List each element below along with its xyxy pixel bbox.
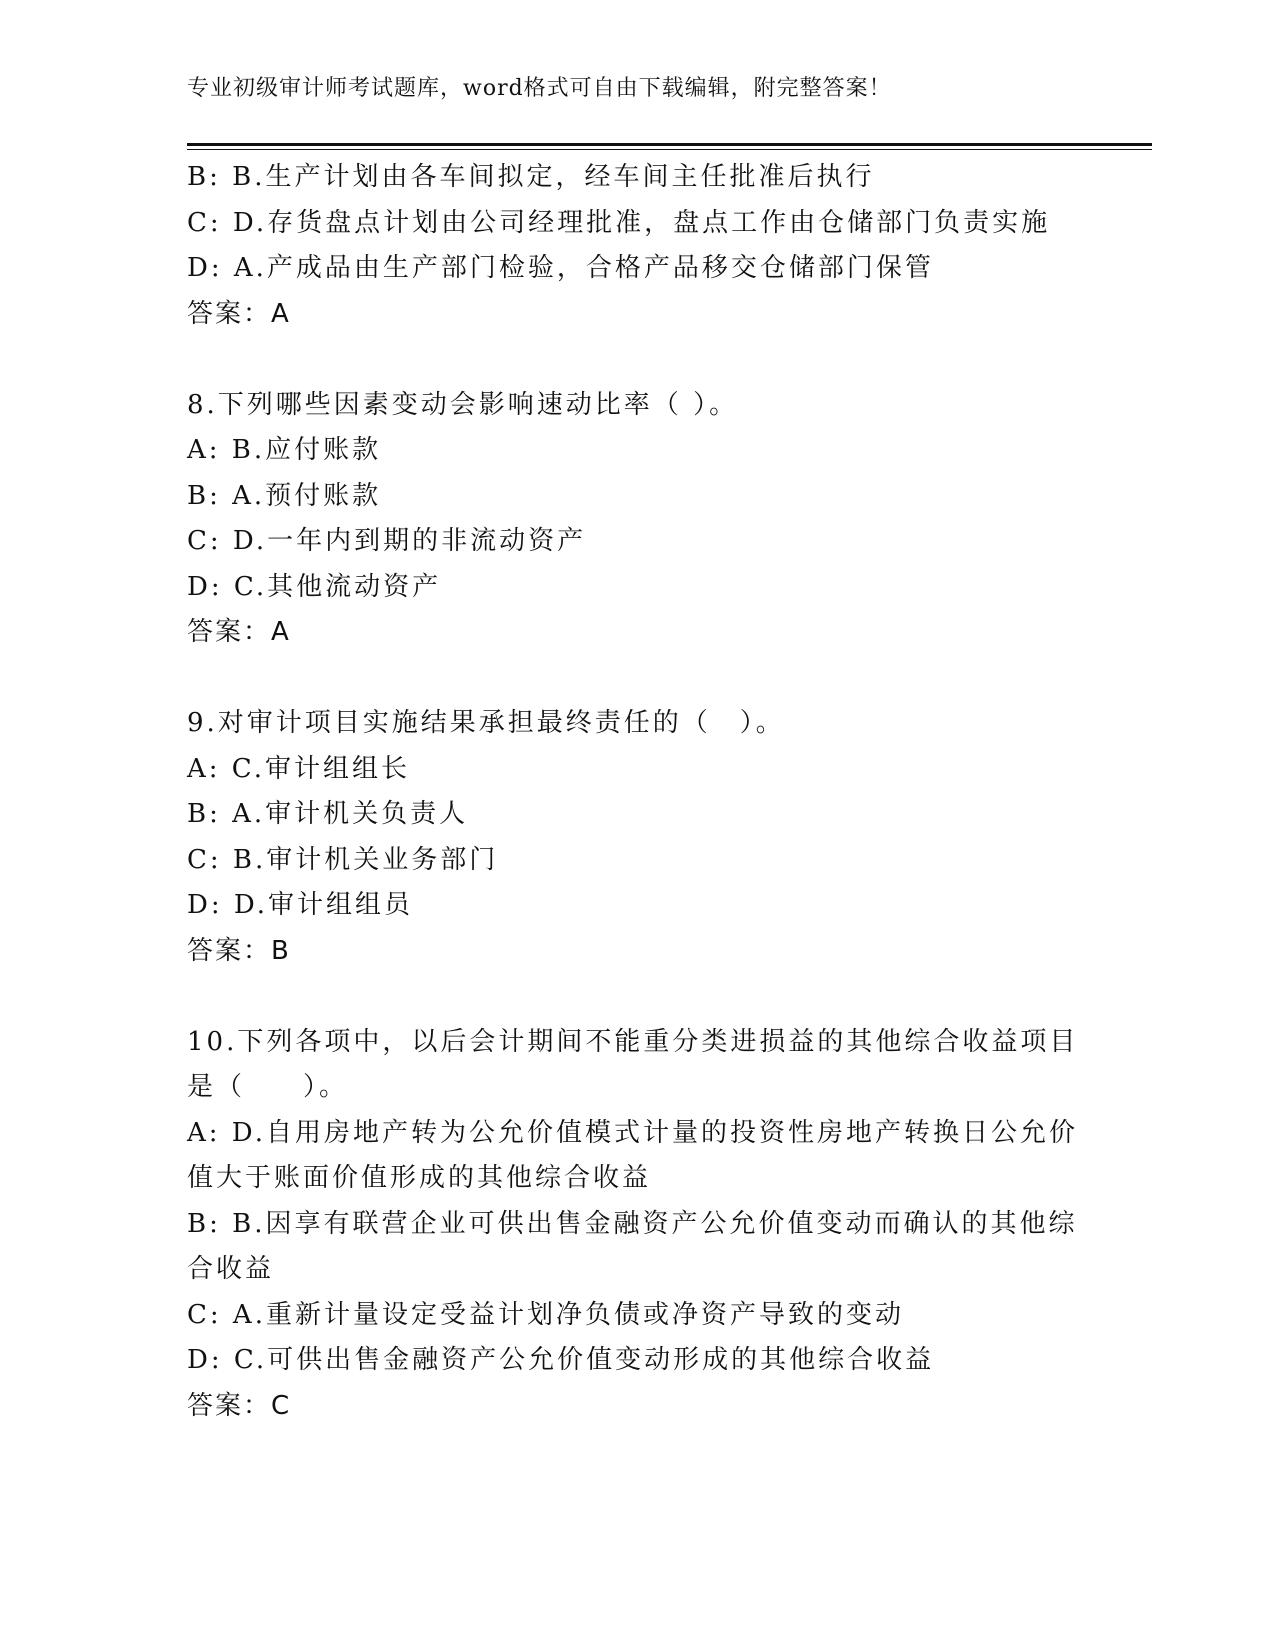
option-a: A: D.自用房地产转为公允价值模式计量的投资性房地产转换日公允价值大于账面价值形成的其他综合收益 (187, 1117, 1078, 1193)
option-d: D: D.审计组组员 (187, 890, 414, 920)
option-a: A: C.审计组组长 (187, 753, 411, 784)
option-d: D: C.其他流动资产 (187, 571, 442, 602)
option-b: B: B.因享有联营企业可供出售金融资产公允价值变动而确认的其他综合收益 (187, 1208, 1078, 1284)
option-c: C: D.存货盘点计划由公司经理批准，盘点工作由仓储部门负责实施 (187, 207, 1051, 238)
question-stem: 8.下列哪些因素变动会影响速动比率（ ）。 (187, 389, 739, 420)
question-8 (187, 383, 1087, 656)
page-header: 专业初级审计师考试题库，word格式可自由下载编辑，附完整答案！ (187, 76, 892, 101)
answer: 答案：A (187, 617, 291, 647)
question-10 (187, 1020, 1087, 1430)
header-rule-thin (187, 149, 1152, 150)
option-c: C: D.一年内到期的非流动资产 (187, 526, 587, 556)
option-d: D: C.可供出售金融资产公允价值变动形成的其他综合收益 (187, 1345, 935, 1375)
question-content (187, 155, 1087, 1429)
option-b: B: B.生产计划由各车间拟定，经车间主任批准后执行 (187, 162, 875, 192)
option-c: C: B.审计机关业务部门 (187, 844, 499, 875)
option-c: C: A.重新计量设定受益计划净负债或净资产导致的变动 (187, 1299, 904, 1330)
question-stem: 10.下列各项中，以后会计期间不能重分类进损益的其他综合收益项目是（ ）。 (187, 1026, 1079, 1102)
option-a: A: B.应付账款 (187, 435, 382, 465)
question-stem: 9.对审计项目实施结果承担最终责任的（ ）。 (187, 708, 785, 738)
option-b: B: A.预付账款 (187, 480, 382, 511)
option-b: B: A.审计机关负责人 (187, 799, 469, 829)
header-rule-thick (187, 143, 1152, 146)
question-9 (187, 701, 1087, 974)
prev-question-block (187, 155, 1087, 337)
answer: 答案：C (187, 1390, 292, 1421)
answer: 答案：A (187, 298, 291, 329)
option-d: D: A.产成品由生产部门检验，合格产品移交仓储部门保管 (187, 253, 934, 283)
answer: 答案：B (187, 935, 291, 966)
